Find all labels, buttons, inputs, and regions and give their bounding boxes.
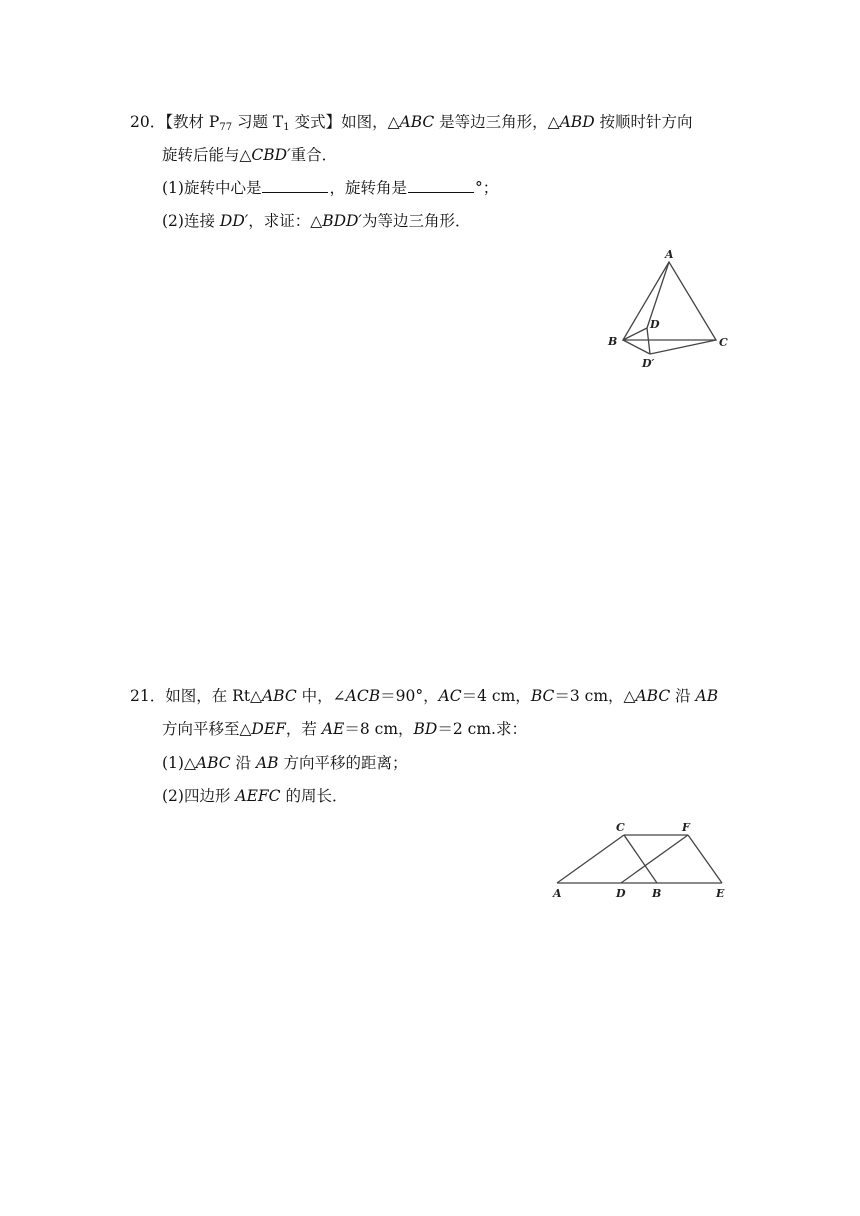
q21-part-1: (1)△ABC 沿 AB 方向平移的距离； [162, 754, 408, 772]
q21-line-2: 方向平移至△DEF，若 AE＝8 cm，BD＝2 cm.求： [162, 720, 527, 738]
label-d: D [616, 887, 626, 900]
label-b: B [608, 335, 618, 348]
label-c: C [719, 336, 728, 349]
label-d-prime: D′ [642, 357, 655, 370]
segment-ac [557, 835, 624, 883]
segment-cb [624, 835, 657, 883]
q20-source: 【教材 $P_{77}$ 习题 $T_1$ 变式】 [165, 113, 342, 133]
label-e: E [716, 887, 725, 900]
label-d: D [650, 318, 660, 331]
q21-number: 21． [130, 687, 166, 705]
q20-line-2: 旋转后能与△CBD′重合． [162, 146, 338, 164]
label-c: C [616, 821, 625, 834]
q21-part-2: (2)四边形 AEFC 的周长． [162, 787, 348, 805]
q20-line-1: 20．【教材 $P_{77}$ 习题 $T_1$ 变式】如图，△ABC 是等边三角形，△ABD 按顺时针方向 [130, 113, 693, 133]
label-a: A [553, 887, 562, 900]
q21-line-1: 21．如图，在 Rt△ABC 中，∠ACB＝90°，AC＝4 cm，BC＝3 cm，△ABC 沿 AB [130, 687, 719, 705]
segment-df [621, 835, 688, 883]
q20-number: 20． [130, 113, 166, 131]
segment-fe [688, 835, 722, 883]
q20-part-2: (2)连接 DD′，求证：△BDD′为等边三角形． [162, 212, 471, 230]
label-f: F [682, 821, 690, 834]
label-b: B [652, 887, 662, 900]
q20-part-1: (1)旋转中心是 ，旋转角是 °； [162, 179, 499, 197]
label-a: A [665, 248, 674, 261]
